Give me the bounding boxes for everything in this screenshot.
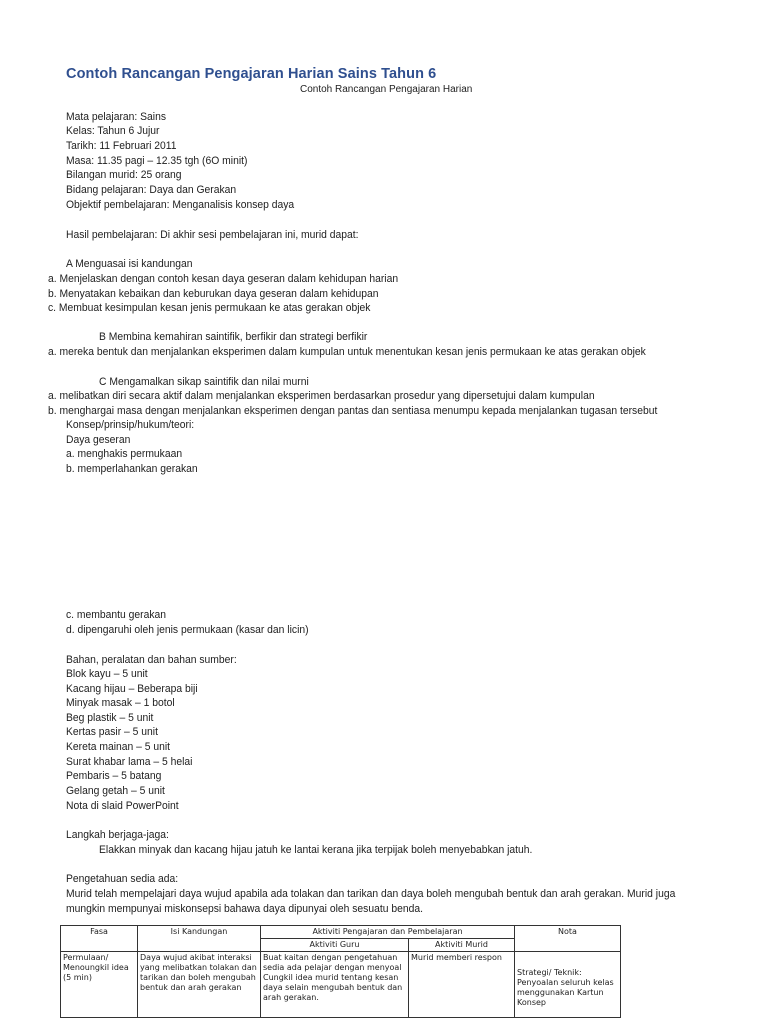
header-isi-kandungan: Isi Kandungan	[138, 926, 261, 952]
section-a-item: b. Menyatakan kebaikan dan keburukan daya geseran dalam kehidupan	[48, 288, 379, 300]
concept-item: b. memperlahankan gerakan	[66, 463, 198, 475]
table-row	[61, 952, 621, 1018]
header-aktiviti-guru: Aktiviti Guru	[261, 939, 409, 952]
cell-aktiviti-guru: Buat kaitan dengan pengetahuan sedia ada pelajar dengan menyoal Cungkil idea murid tentang kesan daya selain mengubah bentuk dan arah gerakan.	[261, 952, 409, 1018]
materials-item: Kacang hijau – Beberapa biji	[66, 683, 198, 695]
precaution-heading: Langkah berjaga-jaga:	[66, 829, 169, 841]
concept-topic: Daya geseran	[66, 434, 131, 446]
cell-aktiviti-murid: Murid memberi respon	[409, 952, 515, 1018]
section-c-item: b. menghargai masa dengan menjalankan eksperimen dengan pantas dan sentiasa menumpu kepada menjalankan tugasan tersebut	[48, 405, 658, 417]
materials-item: Surat khabar lama – 5 helai	[66, 756, 193, 768]
materials-item: Gelang getah – 5 unit	[66, 785, 165, 797]
header-nota: Nota	[515, 926, 621, 952]
cell-fasa: Permulaan/ Menoungkil idea (5 min)	[61, 952, 138, 1018]
cell-isi-kandungan: Daya wujud akibat interaksi yang melibatkan tolakan dan tarikan dan boleh mengubah bentuk dan arah gerakan	[138, 952, 261, 1018]
document-subtitle: Contoh Rancangan Pengajaran Harian	[300, 84, 473, 95]
materials-item: Minyak masak – 1 botol	[66, 697, 175, 709]
info-date: Tarikh: 11 Februari 2011	[66, 140, 177, 152]
header-fasa: Fasa	[61, 926, 138, 952]
materials-item: Kereta mainan – 5 unit	[66, 741, 171, 753]
info-student-count: Bilangan murid: 25 orang	[66, 169, 182, 181]
section-b-heading: B Membina kemahiran saintifik, berfikir dan strategi berfikir	[99, 331, 368, 343]
header-aktiviti: Aktiviti Pengajaran dan Pembelajaran	[261, 926, 515, 939]
concept-item: a. menghakis permukaan	[66, 448, 183, 460]
section-c-item: a. melibatkan diri secara aktif dalam menjalankan eksperimen berdasarkan prosedur yang dipersetujui dalam kumpulan	[48, 390, 595, 402]
concept-heading: Konsep/prinsip/hukum/teori:	[66, 419, 195, 431]
section-a-item: c. Membuat kesimpulan kesan jenis permukaan ke atas gerakan objek	[48, 302, 371, 314]
prior-knowledge-text: Murid telah mempelajari daya wujud apabila ada tolakan dan tarikan dan daya boleh mengubah bentuk dan arah gerakan. Murid juga	[66, 888, 676, 900]
header-aktiviti-murid: Aktiviti Murid	[409, 939, 515, 952]
section-a-item: a. Menjelaskan dengan contoh kesan daya geseran dalam kehidupan harian	[48, 273, 399, 285]
section-b-item: a. mereka bentuk dan menjalankan eksperimen dalam kumpulan untuk menentukan kesan jenis permukaan ke atas gerakan objek	[48, 346, 646, 358]
section-c-heading: C Mengamalkan sikap saintifik dan nilai murni	[99, 376, 309, 388]
learning-outcome-intro: Hasil pembelajaran: Di akhir sesi pembelajaran ini, murid dapat:	[66, 229, 359, 241]
table-header-row	[61, 926, 621, 939]
info-time: Masa: 11.35 pagi – 12.35 tgh (6O minit)	[66, 155, 248, 167]
materials-item: Blok kayu – 5 unit	[66, 668, 148, 680]
materials-heading: Bahan, peralatan dan bahan sumber:	[66, 654, 237, 666]
materials-item: Beg plastik – 5 unit	[66, 712, 154, 724]
info-objective: Objektif pembelajaran: Menganalisis konsep daya	[66, 199, 295, 211]
cell-nota: Strategi/ Teknik: Penyoalan seluruh kelas menggunakan Kartun Konsep	[515, 952, 621, 1018]
materials-item: Kertas pasir – 5 unit	[66, 726, 158, 738]
prior-knowledge-heading: Pengetahuan sedia ada:	[66, 873, 179, 885]
document-title: Contoh Rancangan Pengajaran Harian Sains Tahun 6	[66, 66, 437, 82]
precaution-text: Elakkan minyak dan kacang hijau jatuh ke lantai kerana jika terpijak boleh menyebabkan jatuh.	[99, 844, 533, 856]
info-subject: Mata pelajaran: Sains	[66, 111, 167, 123]
info-field: Bidang pelajaran: Daya dan Gerakan	[66, 184, 237, 196]
materials-item: Nota di slaid PowerPoint	[66, 800, 179, 812]
materials-item: Pembaris – 5 batang	[66, 770, 162, 782]
concept-item: d. dipengaruhi oleh jenis permukaan (kasar dan licin)	[66, 624, 309, 636]
prior-knowledge-text: mungkin mempunyai miskonsepsi bahawa daya dipunyai oleh sesuatu benda.	[66, 903, 423, 915]
lesson-plan-table	[60, 925, 621, 1018]
section-a-heading: A Menguasai isi kandungan	[66, 258, 193, 270]
concept-item: c. membantu gerakan	[66, 609, 167, 621]
info-class: Kelas: Tahun 6 Jujur	[66, 125, 160, 137]
